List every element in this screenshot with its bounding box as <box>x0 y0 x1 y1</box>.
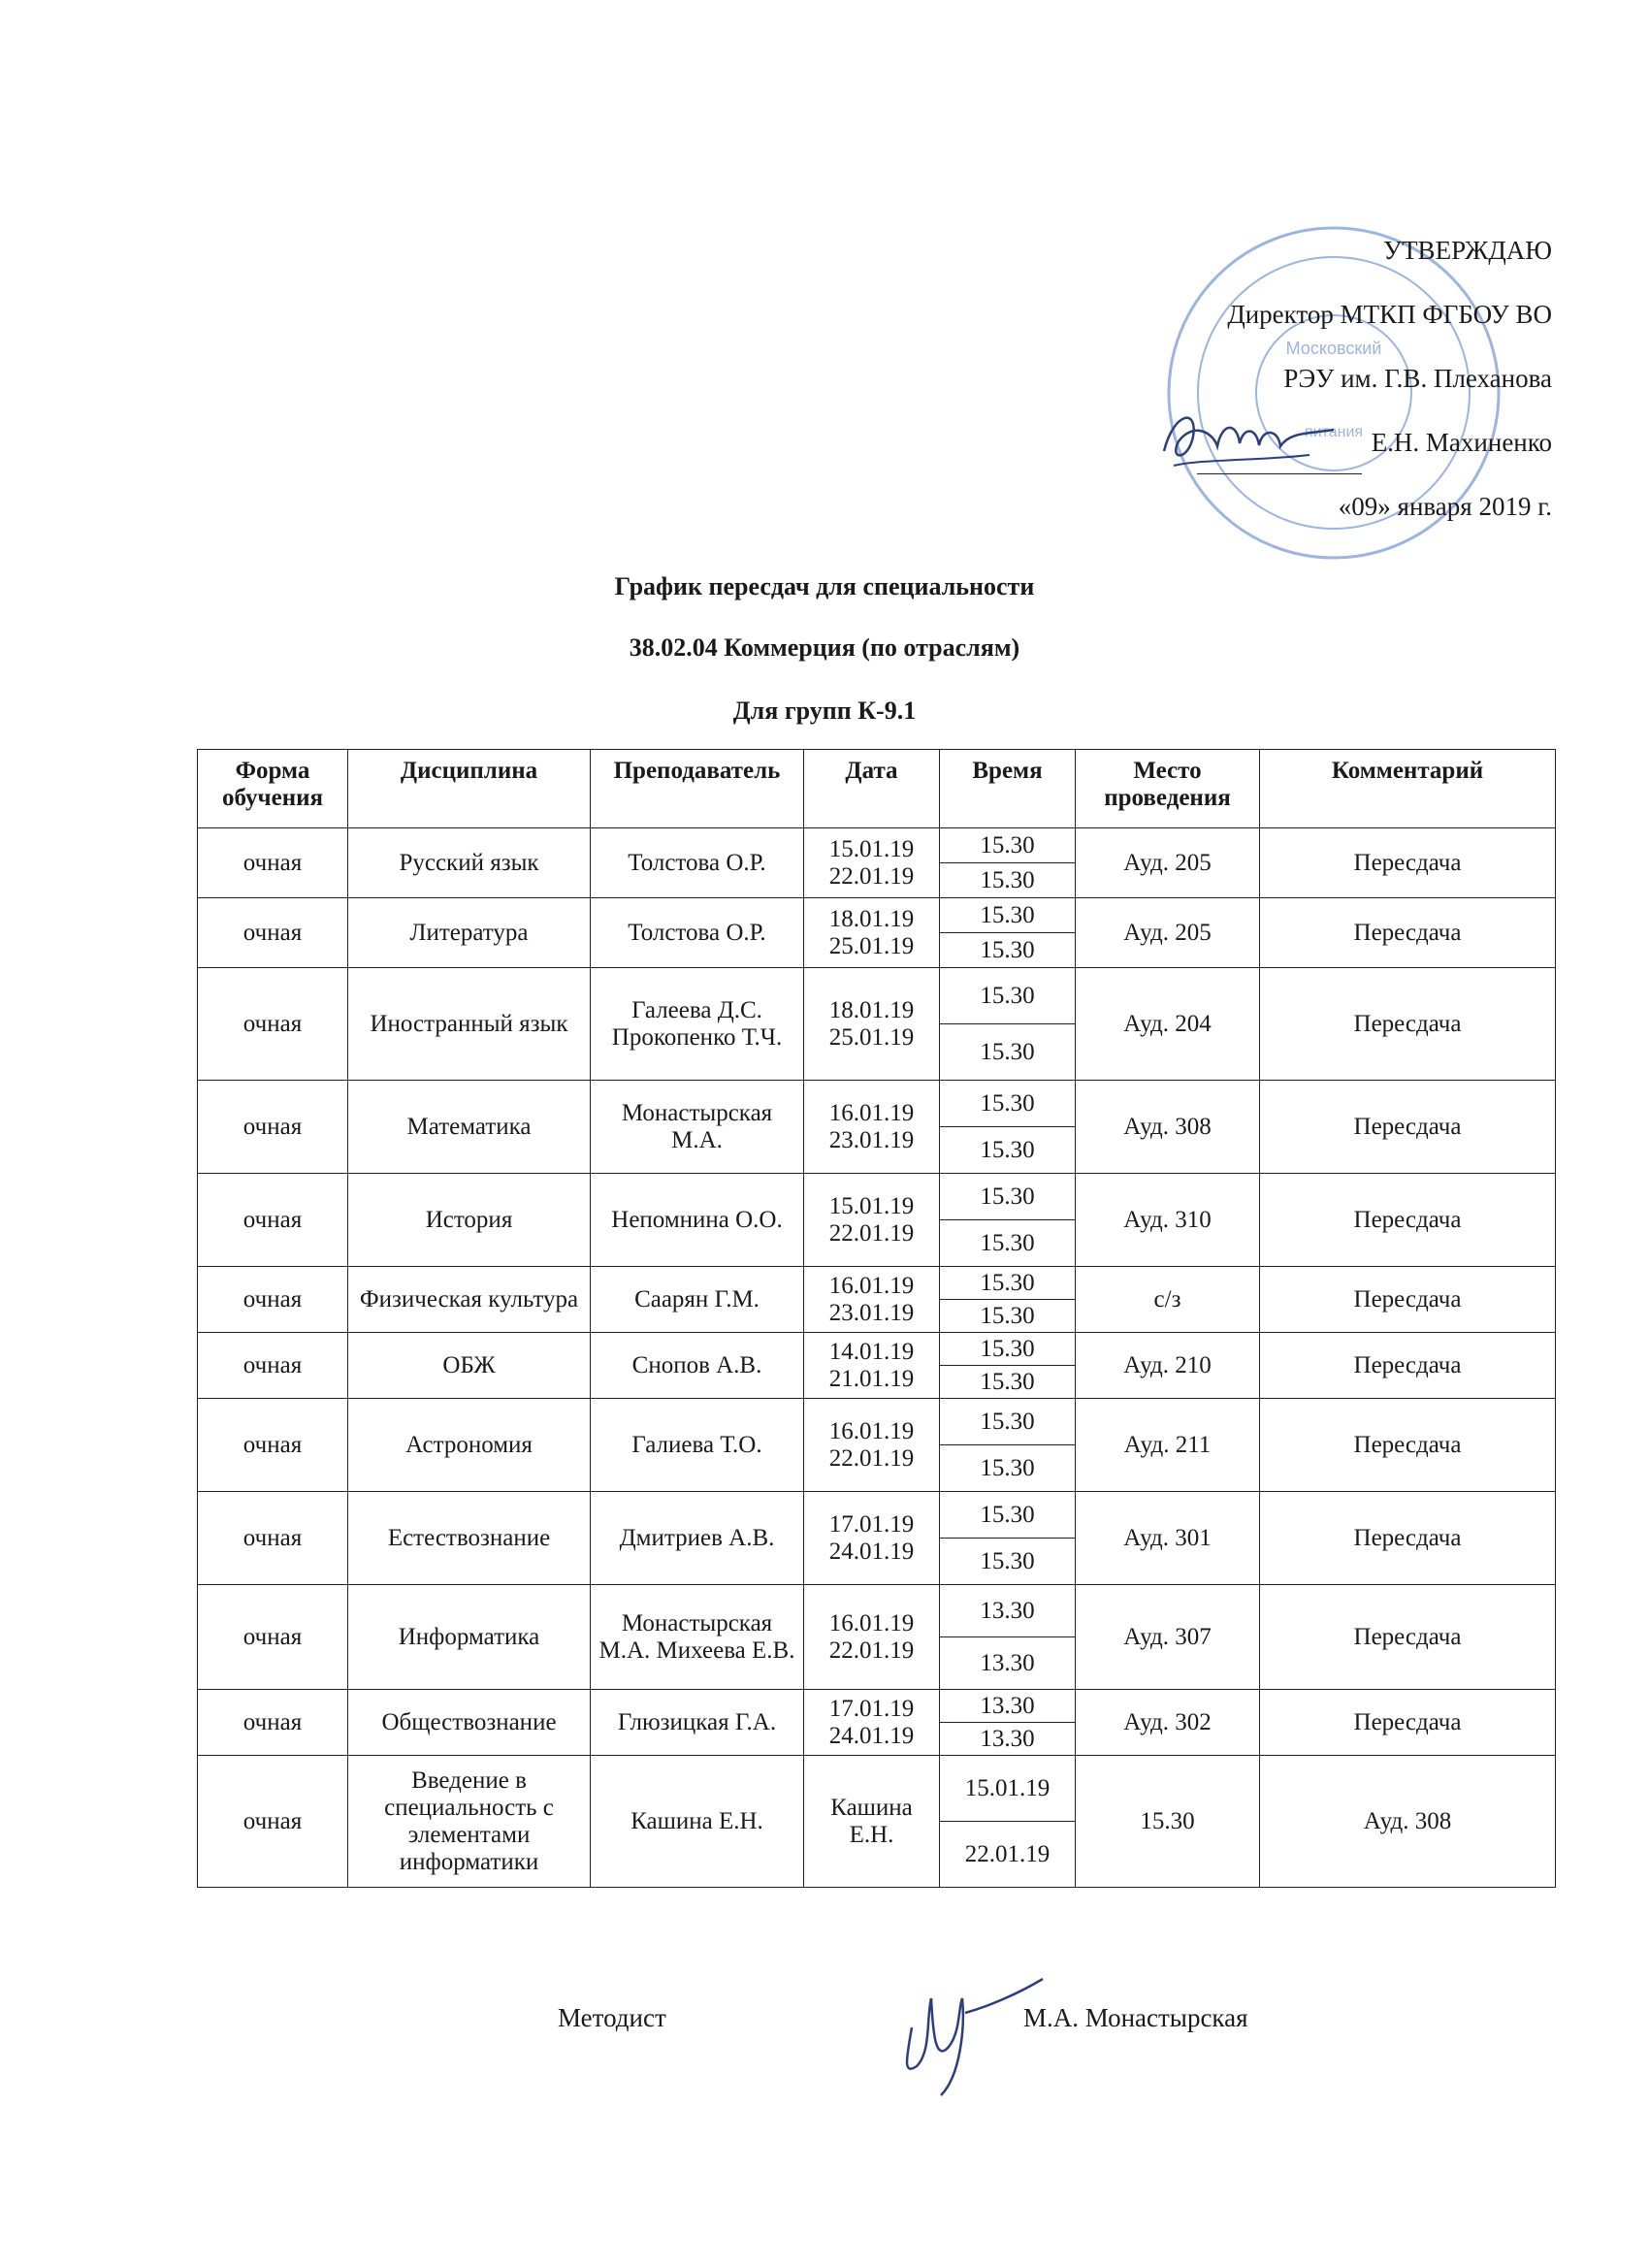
date-first: 17.01.19 <box>828 1510 915 1538</box>
date-first: 16.01.19 <box>828 1099 915 1126</box>
cell-place: Ауд. 307 <box>1076 1585 1260 1690</box>
cell-dates <box>804 1267 940 1333</box>
header-form: Форма обучения <box>198 750 348 828</box>
cell-dates <box>804 968 940 1081</box>
cell-dates <box>804 1492 940 1585</box>
retake-schedule-table <box>197 749 1556 1888</box>
cell-form: очная <box>198 1492 348 1585</box>
cell-comment: Пересдача <box>1260 898 1556 968</box>
approval-signatory: Е.Н. Махиненко <box>1371 428 1552 457</box>
date-first: 17.01.19 <box>828 1695 915 1722</box>
table-row <box>198 1492 1556 1539</box>
cell-discipline: Естествознание <box>348 1492 591 1585</box>
table-row <box>198 1267 1556 1300</box>
stamp-text-bottom: питания <box>1304 424 1364 440</box>
table-row <box>198 1399 1556 1445</box>
cell-place: с/з <box>1076 1267 1260 1333</box>
cell-form: очная <box>198 1174 348 1267</box>
header-comment: Комментарий <box>1260 750 1556 828</box>
date-second: 25.01.19 <box>828 932 915 959</box>
header-place: Место проведения <box>1076 750 1260 828</box>
cell-discipline: Обществознание <box>348 1690 591 1756</box>
cell-comment: Пересдача <box>1260 968 1556 1081</box>
table-row <box>198 1690 1556 1723</box>
cell-time-first: 15.30 <box>940 828 1076 863</box>
cell-discipline: Информатика <box>348 1585 591 1690</box>
table-row <box>198 1756 1556 1822</box>
date-first: 18.01.19 <box>828 996 915 1023</box>
table-row <box>198 898 1556 933</box>
cell-comment: Пересдача <box>1260 1690 1556 1756</box>
date-first: 16.01.19 <box>828 1272 915 1299</box>
cell-teacher: Монастырская М.А. <box>591 1081 804 1174</box>
date-first: 16.01.19 <box>828 1609 915 1636</box>
cell-comment: Пересдача <box>1260 1333 1556 1399</box>
cell-place: Ауд. 210 <box>1076 1333 1260 1399</box>
cell-form: очная <box>198 1756 348 1888</box>
date-first: 18.01.19 <box>828 905 915 932</box>
cell-time-second: 15.30 <box>940 1024 1076 1081</box>
date-second: 23.01.19 <box>828 1126 915 1153</box>
cell-time-first: 15.30 <box>940 968 1076 1024</box>
date-second: 22.01.19 <box>828 1636 915 1664</box>
table-row <box>198 1585 1556 1637</box>
cell-discipline: Введение в специальность с элементами информатики <box>348 1756 591 1888</box>
cell-dates <box>804 1174 940 1267</box>
cell-place: 15.30 <box>1076 1756 1260 1888</box>
cell-place: Ауд. 302 <box>1076 1690 1260 1756</box>
cell-form: очная <box>198 1333 348 1399</box>
cell-form: очная <box>198 1399 348 1492</box>
cell-time-second: 15.30 <box>940 1127 1076 1174</box>
cell-discipline: Математика <box>348 1081 591 1174</box>
cell-discipline: Астрономия <box>348 1399 591 1492</box>
cell-form: очная <box>198 1081 348 1174</box>
date-first: 14.01.19 <box>828 1338 915 1365</box>
cell-form: очная <box>198 828 348 898</box>
cell-dates <box>804 898 940 968</box>
methodist-role: Методист <box>558 2003 666 2032</box>
cell-discipline: Иностранный язык <box>348 968 591 1081</box>
cell-form: очная <box>198 1585 348 1690</box>
cell-dates <box>804 1585 940 1690</box>
cell-form: очная <box>198 898 348 968</box>
specialty-title: 38.02.04 Коммерция (по отраслям) <box>629 633 1020 662</box>
cell-time-second: 15.30 <box>940 1539 1076 1585</box>
cell-teacher: Толстова О.Р. <box>591 898 804 968</box>
date-second: 24.01.19 <box>828 1538 915 1565</box>
cell-comment: Пересдача <box>1260 1267 1556 1333</box>
approval-organization: РЭУ им. Г.В. Плеханова <box>1283 364 1552 393</box>
cell-place: Ауд. 310 <box>1076 1174 1260 1267</box>
cell-time-first: 15.30 <box>940 1174 1076 1220</box>
header-discipline: Дисциплина <box>348 750 591 828</box>
table-row <box>198 828 1556 863</box>
methodist-name: М.А. Монастырская <box>1023 2003 1248 2032</box>
cell-dates: Кашина Е.Н. <box>804 1756 940 1888</box>
stamp-text-top: Московский <box>1285 339 1382 358</box>
group-title: Для групп К-9.1 <box>732 697 917 725</box>
cell-form: очная <box>198 1267 348 1333</box>
cell-teacher: Непомнина О.О. <box>591 1174 804 1267</box>
date-second: 24.01.19 <box>828 1722 915 1749</box>
cell-time-first: 15.30 <box>940 1333 1076 1366</box>
cell-time-first: 15.30 <box>940 1267 1076 1300</box>
cell-time-first: 13.30 <box>940 1690 1076 1723</box>
cell-teacher: Толстова О.Р. <box>591 828 804 898</box>
table-row <box>198 1333 1556 1366</box>
cell-discipline: ОБЖ <box>348 1333 591 1399</box>
cell-discipline: Русский язык <box>348 828 591 898</box>
cell-comment: Пересдача <box>1260 828 1556 898</box>
date-second: 22.01.19 <box>828 1444 915 1472</box>
cell-dates <box>804 828 940 898</box>
cell-time-first: 15.30 <box>940 1081 1076 1127</box>
cell-time-first: 15.01.19 <box>940 1756 1076 1822</box>
approval-title: УТВЕРЖДАЮ <box>1382 236 1552 265</box>
cell-discipline: Литература <box>348 898 591 968</box>
cell-discipline: Физическая культура <box>348 1267 591 1333</box>
date-second: 25.01.19 <box>828 1023 915 1051</box>
cell-comment: Пересдача <box>1260 1174 1556 1267</box>
date-second: 23.01.19 <box>828 1299 915 1326</box>
cell-teacher: Кашина Е.Н. <box>591 1756 804 1888</box>
cell-comment: Пересдача <box>1260 1399 1556 1492</box>
header-time: Время <box>940 750 1076 828</box>
cell-place: Ауд. 205 <box>1076 828 1260 898</box>
cell-time-first: 15.30 <box>940 1399 1076 1445</box>
date-second: 22.01.19 <box>828 1219 915 1247</box>
header-teacher: Преподаватель <box>591 750 804 828</box>
cell-time-second: 22.01.19 <box>940 1822 1076 1888</box>
cell-time-second: 15.30 <box>940 863 1076 898</box>
date-first: 16.01.19 <box>828 1417 915 1444</box>
table-row <box>198 1081 1556 1127</box>
cell-place: Ауд. 211 <box>1076 1399 1260 1492</box>
cell-discipline: История <box>348 1174 591 1267</box>
document-title: График пересдач для специальности <box>614 572 1035 600</box>
cell-time-second: 15.30 <box>940 933 1076 968</box>
table-header-row <box>198 750 1556 828</box>
date-first: 15.01.19 <box>828 1192 915 1219</box>
cell-dates <box>804 1333 940 1399</box>
cell-time-first: 15.30 <box>940 1492 1076 1539</box>
cell-comment: Ауд. 308 <box>1260 1756 1556 1888</box>
cell-teacher: Саарян Г.М. <box>591 1267 804 1333</box>
methodist-signature <box>873 1969 1048 2105</box>
director-signature <box>1145 393 1358 480</box>
approval-date: «09» января 2019 г. <box>1338 492 1552 521</box>
cell-time-first: 13.30 <box>940 1585 1076 1637</box>
header-date: Дата <box>804 750 940 828</box>
cell-teacher: Глюзицкая Г.А. <box>591 1690 804 1756</box>
cell-time-second: 15.30 <box>940 1366 1076 1399</box>
cell-time-second: 15.30 <box>940 1300 1076 1333</box>
cell-time-second: 15.30 <box>940 1445 1076 1492</box>
cell-dates <box>804 1081 940 1174</box>
date-second: 21.01.19 <box>828 1365 915 1392</box>
cell-dates <box>804 1399 940 1492</box>
cell-teacher: Галеева Д.С. Прокопенко Т.Ч. <box>591 968 804 1081</box>
date-first: 15.01.19 <box>828 835 915 862</box>
cell-time-second: 15.30 <box>940 1220 1076 1267</box>
cell-form: очная <box>198 968 348 1081</box>
cell-teacher: Галиева Т.О. <box>591 1399 804 1492</box>
date-second: 22.01.19 <box>828 862 915 890</box>
cell-time-first: 15.30 <box>940 898 1076 933</box>
cell-place: Ауд. 308 <box>1076 1081 1260 1174</box>
table-row <box>198 968 1556 1024</box>
cell-teacher: Монастырская М.А. Михеева Е.В. <box>591 1585 804 1690</box>
cell-place: Ауд. 205 <box>1076 898 1260 968</box>
cell-comment: Пересдача <box>1260 1585 1556 1690</box>
cell-teacher: Дмитриев А.В. <box>591 1492 804 1585</box>
cell-place: Ауд. 204 <box>1076 968 1260 1081</box>
cell-dates <box>804 1690 940 1756</box>
table-row <box>198 1174 1556 1220</box>
cell-place: Ауд. 301 <box>1076 1492 1260 1585</box>
approval-position: Директор МТКП ФГБОУ ВО <box>1227 300 1552 329</box>
cell-time-second: 13.30 <box>940 1637 1076 1690</box>
cell-form: очная <box>198 1690 348 1756</box>
cell-time-second: 13.30 <box>940 1723 1076 1756</box>
approval-block <box>970 218 1552 538</box>
cell-comment: Пересдача <box>1260 1081 1556 1174</box>
cell-comment: Пересдача <box>1260 1492 1556 1585</box>
cell-teacher: Снопов А.В. <box>591 1333 804 1399</box>
